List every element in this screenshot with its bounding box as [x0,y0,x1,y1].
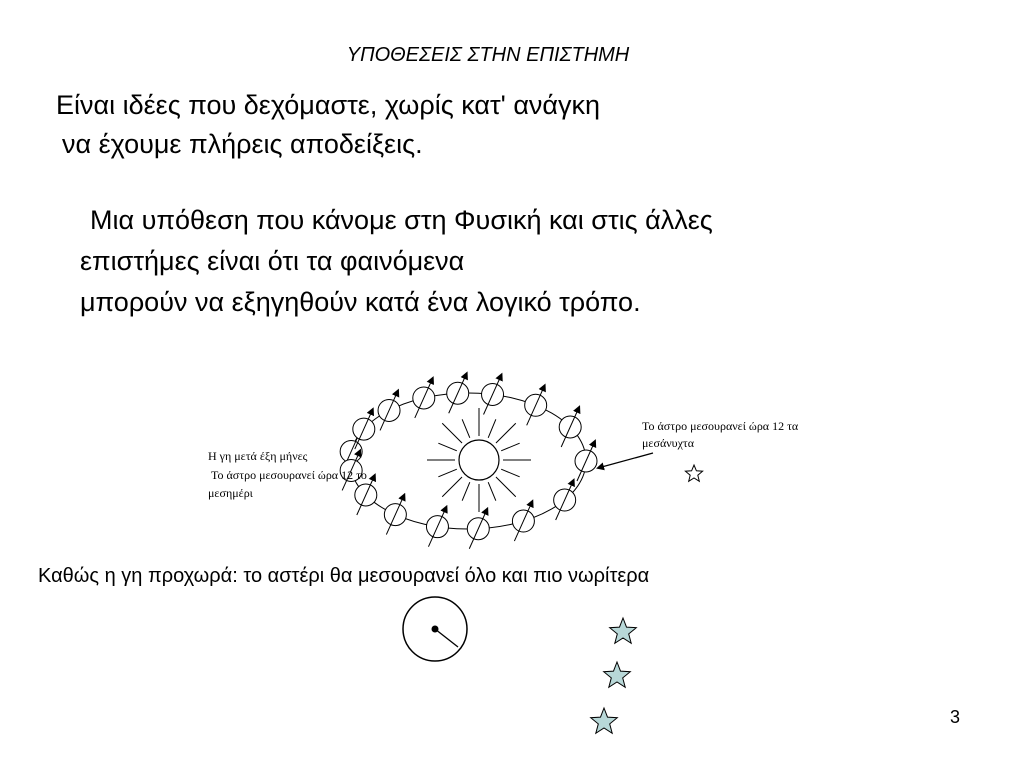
label-star-midnight: Το άστρο μεσουρανεί ώρα 12 τα [642,419,799,433]
paragraph-definition-line2: να έχουμε πλήρεις αποδείξεις. [62,129,423,159]
paragraph-hypothesis-line2: επιστήμες είναι ότι τα φαινόμενα [80,246,465,276]
earth-icon [426,507,448,547]
label-midnight: μεσάνυχτα [642,436,695,450]
paragraph-definition-line1: Είναι ιδέες που δεχόμαστε, χωρίς κατ' ανάγκη [56,90,601,120]
paragraph-hypothesis-line1: Μια υπόθεση που κάνομε στη Φυσική και στις άλλες [90,205,713,235]
slide-title: ΥΠΟΘΕΣΕΙΣ ΣΤΗΝ ΕΠΙΣΤΗΜΗ [346,44,630,66]
earth-icon [554,480,576,520]
caption: Καθώς η γη προχωρά: το αστέρι θα μεσουρανεί όλο και πιο νωρίτερα [38,565,650,587]
label-noon: μεσημέρι [208,486,253,500]
earth-icon [384,495,406,535]
earth-icon [559,407,581,447]
paragraph-hypothesis-line3: μπορούν να εξηγηθούν κατά ένα λογικό τρόπο. [80,287,641,317]
pointer-arrow [598,453,653,468]
earth-icon [525,385,547,425]
label-star-noon: Το άστρο μεσουρανεί ώρα 12 το [211,468,367,482]
star-icon-2 [604,662,631,687]
star-icon-1 [610,618,637,643]
earth-icon [575,441,597,481]
label-earth-six-months: Η γη μετά έξη μήνες [208,449,308,463]
distant-star-icon [685,465,702,481]
page-number: 3 [950,707,961,727]
sun-icon [459,440,499,480]
earth-icon [512,501,534,541]
earth-icon [413,378,435,418]
earth-icon [378,390,400,430]
clock-icon [403,597,467,661]
earth-icon [467,509,489,549]
star-icon-3 [591,708,618,733]
earth-icon [447,373,469,413]
earth-icon [482,374,504,414]
